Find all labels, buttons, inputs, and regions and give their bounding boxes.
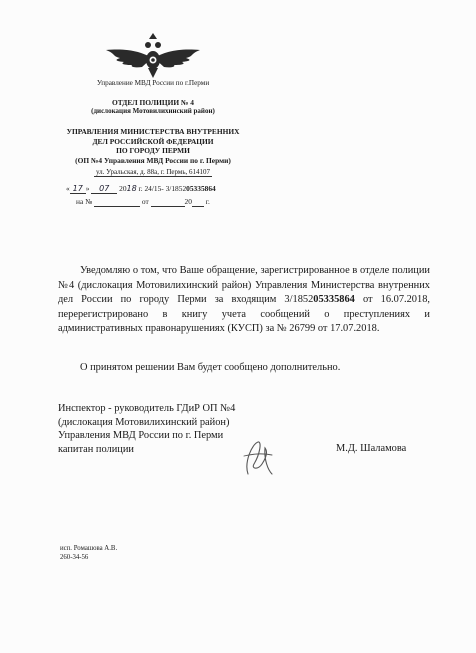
- signatory-line: капитан полиции: [58, 443, 134, 455]
- body-number-bold: 05335864: [313, 294, 355, 306]
- address-text: ул. Уральская, д. 88а, г. Пермь, 614107: [95, 168, 211, 176]
- signatory-block: [58, 402, 235, 456]
- ministry-line: ПО ГОРОДУ ПЕРМИ: [116, 146, 190, 155]
- signatory-name: М.Д. Шаламова: [336, 443, 407, 454]
- department-line-1: ОТДЕЛ ПОЛИЦИИ № 4: [112, 98, 194, 107]
- ministry-line: ДЕЛ РОССИЙСКОЙ ФЕДЕРАЦИИ: [92, 136, 214, 146]
- ref-from: от: [141, 197, 149, 206]
- reference-line: [76, 197, 210, 207]
- ministry-line: УПРАВЛЕНИЯ МИНИСТЕРСТВА ВНУТРЕННИХ: [66, 127, 240, 136]
- reg-year-prefix: 20: [119, 184, 127, 193]
- ref-year-blank: [192, 197, 204, 207]
- quote-close: »: [85, 184, 90, 193]
- quote-open: «: [66, 184, 70, 193]
- body-paragraph-2: О принятом решении Вам будет сообщено дополнительно.: [80, 362, 341, 373]
- ministry-line: (ОП №4 Управления МВД России по г. Перми): [75, 155, 231, 165]
- reg-day: 17: [70, 184, 86, 194]
- signatory-line: Управления МВД России по г. Перми: [58, 430, 224, 442]
- agency-name: Управление МВД России по г.Перми: [96, 79, 210, 87]
- ref-date-blank: [151, 197, 185, 207]
- body-text-a: Уведомляю о том, что Ваше обращение, зарегистрированное в отделе полиции №4 (дислокация Мотовилихинский район) Управления Министерства внутренних дел России по городу Перми за входящим 3/1852: [58, 265, 430, 306]
- ministry-name: [48, 127, 258, 165]
- reg-month: 07: [91, 184, 117, 194]
- executor: исп. Ромашова А.В.: [60, 545, 118, 552]
- reg-year-end: г.: [136, 184, 143, 193]
- registration-line: [66, 184, 216, 194]
- mvd-emblem-icon: [102, 30, 204, 80]
- department-line-2: (дислокация Мотовилихинский район): [91, 107, 215, 115]
- department-name: [48, 98, 258, 116]
- executor-phone: 260-34-56: [60, 554, 89, 561]
- reg-year-suffix: 18: [126, 184, 137, 193]
- ref-year-end: г.: [205, 197, 210, 206]
- reg-number-bold: 05335864: [186, 184, 216, 193]
- signatory-line: Инспектор - руководитель ГДиР ОП №4: [58, 403, 236, 414]
- body-paragraph-1: [58, 264, 430, 337]
- address: [48, 168, 258, 177]
- signatory-line: (дислокация Мотовилихинский район): [58, 416, 230, 428]
- ref-label: на №: [76, 197, 93, 206]
- body-text-b: от 16.07.2018, перерегистрировано в книгу учета сообщений о преступлениях и административных правонарушениях (КУСП) за № 26799 от 17.07.2018.: [58, 294, 430, 335]
- handwritten-signature: [238, 434, 278, 484]
- ref-number-blank: [94, 197, 140, 207]
- ref-year-prefix: 20: [184, 197, 192, 206]
- reg-number-prefix: 24/15- 3/1852: [144, 184, 187, 193]
